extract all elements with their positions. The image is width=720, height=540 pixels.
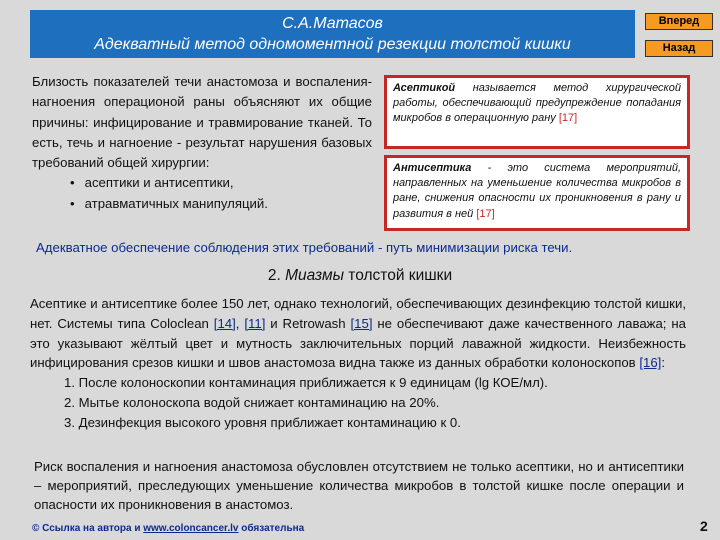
list-item: • атравматичных манипуляций. <box>70 194 372 214</box>
author-name: С.А.Матасов <box>282 15 383 32</box>
slide-title: Адекватный метод одномоментной резекции толстой кишки <box>94 36 571 53</box>
contamination-list <box>64 373 686 432</box>
section-title-rest: толстой кишки <box>343 267 453 284</box>
page-number: 2 <box>700 518 708 534</box>
list-item: • асептики и антисептики, <box>70 173 372 193</box>
body-text-part: и Retrowash <box>265 315 351 331</box>
risk-paragraph: Риск воспаления и нагноения анастомоза обусловлен отсутствием не только асептики, но и антисептики – мероприятий, преследующих уменьшение количества микробов в толстой кишке после операции и опасности их проникновения в анастомоз. <box>34 459 684 512</box>
list-item: 2. Мытье колоноскопа водой снижает контаминацию на 20%. <box>64 394 440 410</box>
back-button[interactable]: Назад <box>645 40 713 57</box>
section-number: 2. <box>267 267 286 284</box>
body-paragraph <box>30 294 686 433</box>
reference-link[interactable]: [16] <box>639 355 662 371</box>
intro-text: Близость показателей течи анастомоза и воспаления-нагноения операционой раны объясняют их общие причины: инфицирование и травмирование тканей. То есть, течь и нагноение - результат нарушения базовых требований общей хирургии: <box>32 74 372 171</box>
asepsis-definition-box <box>384 75 690 149</box>
slide-header <box>30 10 635 58</box>
list-item: 1. После колоноскопии контаминация приближается к 9 единицам (lg КОЕ/мл). <box>64 375 548 391</box>
reference-link[interactable]: [11] <box>244 315 266 331</box>
section-title-italic: Миазмы <box>285 267 344 284</box>
antisepsis-definition-box <box>384 155 690 231</box>
list-item: 3. Дезинфекция высокого уровня приближает контаминацию к 0. <box>64 414 461 430</box>
footer-suffix: обязательна <box>238 523 305 534</box>
reference-link[interactable]: [15] <box>350 315 373 331</box>
antisepsis-text: - это система мероприятий, направленных на уменьшение количества микробов в ране, снижения опасности их проникновения в рану и развития в ней <box>393 162 681 220</box>
body-text-part: : <box>661 355 666 371</box>
asepsis-text: называется метод хирургической работы, обеспечивающий предупреждение попадания микробов в операционную рану <box>393 82 681 125</box>
reference-link[interactable]: [17] <box>558 112 578 125</box>
footer-note <box>32 522 304 535</box>
asepsis-term: Асептикой <box>393 82 456 94</box>
requirements-list <box>70 173 372 214</box>
antisepsis-term: Антисептика <box>393 162 472 174</box>
separator: , <box>235 315 245 331</box>
section-title <box>0 266 720 286</box>
conclusion-text: Адекватное обеспечение соблюдения этих требований - путь минимизации риска течи. <box>36 240 573 255</box>
body-text <box>30 294 686 373</box>
reference-link[interactable]: [17] <box>476 207 495 220</box>
website-link[interactable]: www.coloncancer.lv <box>143 523 239 534</box>
footer-prefix: © Ссылка на автора и <box>32 523 144 534</box>
forward-button[interactable]: Вперед <box>645 13 713 30</box>
reference-link[interactable]: [14] <box>213 315 236 331</box>
intro-paragraph <box>32 72 372 214</box>
body-text-part: Асептике и антисептике более 150 лет, однако технологий, обеспечивающих дезинфекцию толстой кишки, нет. Системы типа Coloclean <box>30 296 686 331</box>
body-text-part: не обеспечивают даже качественного лаважа; на это указывают жёлтый цвет и мутность заключительных порций лаважной жидкости. Неизбежность инфицирования срезов кишки и швов анастомоза видна также из данных обработки колоноскопов <box>30 315 686 371</box>
